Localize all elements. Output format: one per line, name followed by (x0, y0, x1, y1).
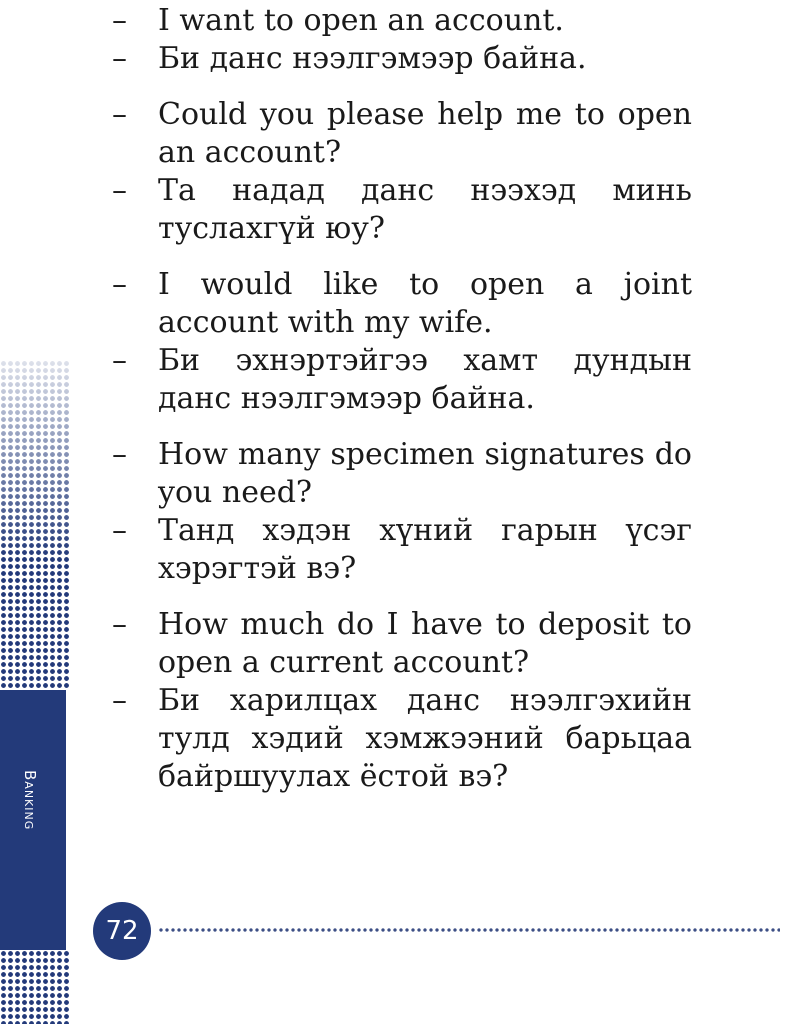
mongolian-phrase (112, 342, 692, 418)
english-phrase (112, 96, 692, 172)
dash-marker: – (112, 683, 127, 718)
dash-marker: – (112, 343, 127, 378)
english-phrase-text: Could you please help me to open an account? (158, 97, 692, 170)
mongolian-phrase (112, 40, 692, 78)
dash-marker: – (112, 267, 127, 302)
english-phrase-text: I would like to open a joint account with my wife. (158, 267, 692, 340)
mongolian-phrase (112, 682, 692, 796)
halftone-dots-decoration-bottom (0, 950, 70, 1024)
phrase-group (112, 436, 692, 588)
dash-marker: – (112, 41, 127, 76)
dash-marker: – (112, 3, 127, 38)
mongolian-phrase-text: Та надад данс нээхэд минь туслахгүй юу? (158, 173, 692, 246)
mongolian-phrase-text: Би эхнэртэйгээ хамт дундын данс нээлгэмээр байна. (158, 343, 692, 416)
english-phrase-text: How much do I have to deposit to open a current account? (158, 607, 692, 680)
dash-marker: – (112, 97, 127, 132)
dash-marker: – (112, 607, 127, 642)
phrase-list (112, 0, 692, 814)
phrase-group (112, 96, 692, 248)
mongolian-phrase-text: Би харилцах данс нээлгэхийн тулд хэдий хэмжээний барьцаа байршуулах ёстой вэ? (158, 683, 692, 794)
english-phrase (112, 436, 692, 512)
page-number: 72 (93, 902, 151, 960)
mongolian-phrase-text: Танд хэдэн хүний гарын үсэг хэрэгтэй вэ? (158, 513, 692, 586)
phrase-group (112, 266, 692, 418)
mongolian-phrase (112, 512, 692, 588)
english-phrase (112, 266, 692, 342)
english-phrase (112, 2, 692, 40)
dash-marker: – (112, 437, 127, 472)
mongolian-phrase-text: Би данс нээлгэмээр байна. (158, 41, 587, 76)
english-phrase-text: I want to open an account. (158, 3, 564, 38)
mongolian-phrase (112, 172, 692, 248)
phrase-group (112, 606, 692, 796)
dash-marker: – (112, 513, 127, 548)
halftone-dots-decoration (0, 360, 70, 690)
dash-marker: – (112, 173, 127, 208)
footer-dotted-rule (158, 927, 780, 933)
chapter-label: Banking (21, 770, 39, 831)
english-phrase-text: How many specimen signatures do you need? (158, 437, 692, 510)
english-phrase (112, 606, 692, 682)
phrase-group (112, 2, 692, 78)
